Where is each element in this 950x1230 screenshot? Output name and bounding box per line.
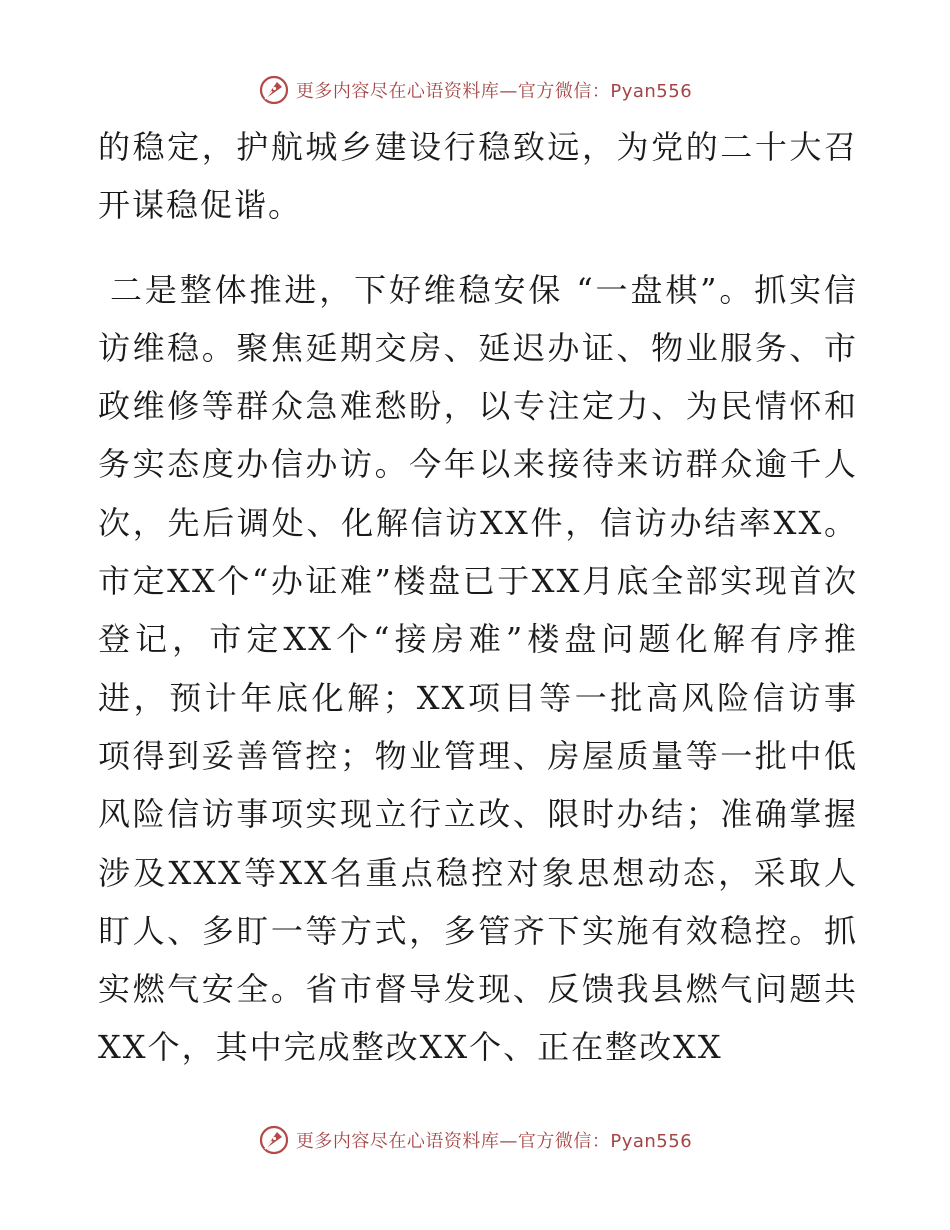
watermark-text: 更多内容尽在心语资料库—官方微信：Pyan556: [295, 1131, 693, 1152]
paragraph: 二是整体推进，下好维稳安保 “一盘棋”。抓实信访维稳。聚焦延期交房、延迟办证、物业服务、市政维修等群众急难愁盼，以专注定力、为民情怀和务实态度办信办访。今年以来接待来访群众逾千人次，先后调处、化解信访XX件，信访办结率XX。市定XX个“办证难”楼盘已于XX月底全部实现首次登记，市定XX个“接房难”楼盘问题化解有序推进，预计年底化解；XX项目等一批高风险信访事项得到妥善管控；物业管理、房屋质量等一批中低风险信访事项实现立行立改、限时办结；准确掌握涉及XXX等XX名重点稳控对象思想动态，采取人盯人、多盯一等方式，多管齐下实施有效稳控。抓实燃气安全。省市督导发现、反馈我县燃气问题共XX个，其中完成整改XX个、正在整改XX: [98, 270, 858, 1067]
header-watermark: [0, 70, 950, 110]
pen-nib-logo-icon: [258, 74, 290, 106]
footer-watermark: [0, 1120, 950, 1160]
watermark-text: 更多内容尽在心语资料库—官方微信：Pyan556: [295, 81, 693, 102]
pen-nib-logo-icon: [258, 1124, 290, 1156]
document-body: [98, 118, 858, 1077]
paragraph: 的稳定，护航城乡建设行稳致远，为党的二十大召开谋稳促谐。: [98, 128, 858, 225]
